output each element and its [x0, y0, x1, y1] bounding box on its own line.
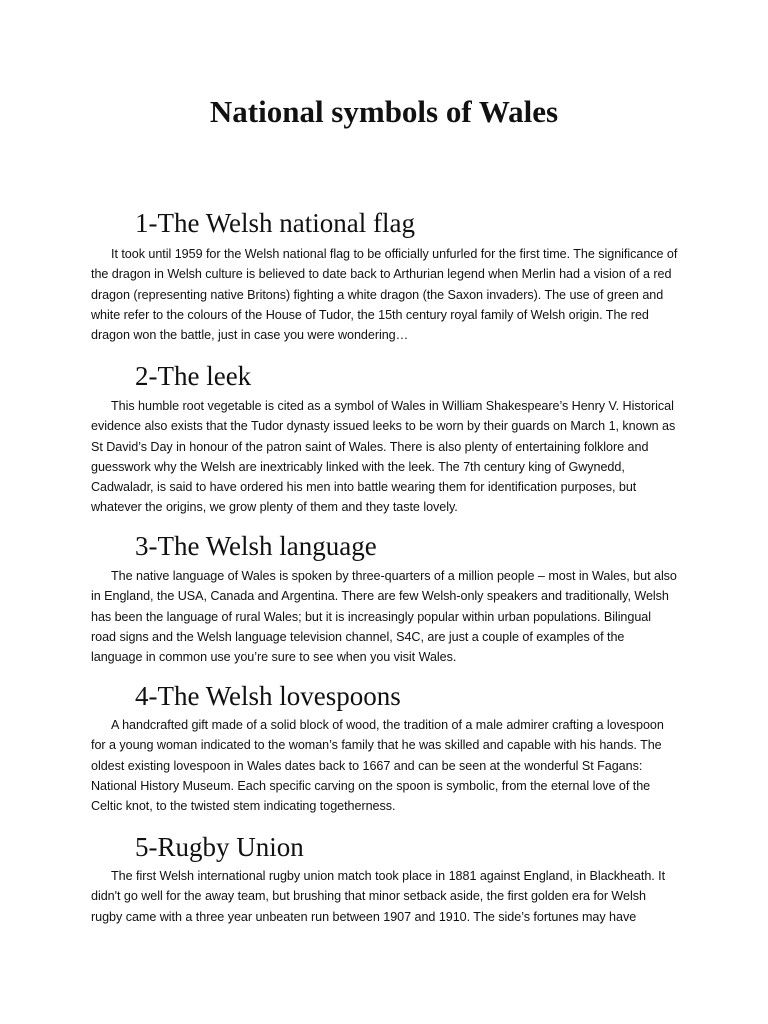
section-body-language: The native language of Wales is spoken by three-quarters of a million people – most in Wales, but also in England, the USA, Canada and Argentina. There are few Welsh-only speakers and traditionally, Welsh has been the language of rural Wales; but it is increasingly popular within urban populations. Bilingual road signs and the Welsh language television channel, S4C, are just a couple of examples of the language in common use you’re sure to see when you visit Wales. — [91, 569, 677, 665]
page-title: National symbols of Wales — [209, 94, 559, 129]
section-body-lovespoons: A handcrafted gift made of a solid block of wood, the tradition of a male admirer crafting a lovespoon for a young woman indicated to the woman’s family that he was skilled and capable with his hands. The oldest existing lovespoon in Wales dates back to 1667 and can be seen at the wonderful St Fagans: National History Museum. Each specific carving on the spoon is symbolic, from the eternal love of the Celtic knot, to the twisted stem indicating togetherness. — [91, 718, 664, 814]
section-body-flag: It took until 1959 for the Welsh national flag to be officially unfurled for the first time. The significance of the dragon in Welsh culture is believed to date back to Arthurian legend when Merlin had a vision of a red dragon (representing native Britons) fighting a white dragon (the Saxon invaders). The use of green and white refer to the colours of the House of Tudor, the 15th century royal family of Welsh origin. The red dragon won the battle, just in case you were wondering… — [91, 247, 678, 343]
section-heading-rugby: 5-Rugby Union — [135, 832, 304, 862]
section-body-rugby: The first Welsh international rugby union match took place in 1881 against England, in Blackheath. It didn't go well for the away team, but brushing that minor setback aside, the first golden era for Welsh rugby came with a three year unbeaten run between 1907 and 1910. The side’s fortunes may have — [91, 869, 666, 924]
section-heading-language: 3-The Welsh language — [135, 531, 377, 561]
section-heading-flag: 1-The Welsh national flag — [135, 208, 415, 238]
section-heading-leek: 2-The leek — [135, 361, 252, 391]
section-heading-lovespoons: 4-The Welsh lovespoons — [135, 681, 401, 711]
section-body-leek: This humble root vegetable is cited as a symbol of Wales in William Shakespeare’s Henry V. Historical evidence also exists that the Tudor dynasty issued leeks to be worn by their guards on March 1, known as St David’s Day in honour of the patron saint of Wales. There is also plenty of entertaining folklore and guesswork why the Welsh are inextricably linked with the leek. The 7th century king of Gwynedd, Cadwaladr, is said to have ordered his men into battle wearing them for identification purposes, but whatever the origins, we grow plenty of them and they taste lovely. — [91, 399, 676, 515]
